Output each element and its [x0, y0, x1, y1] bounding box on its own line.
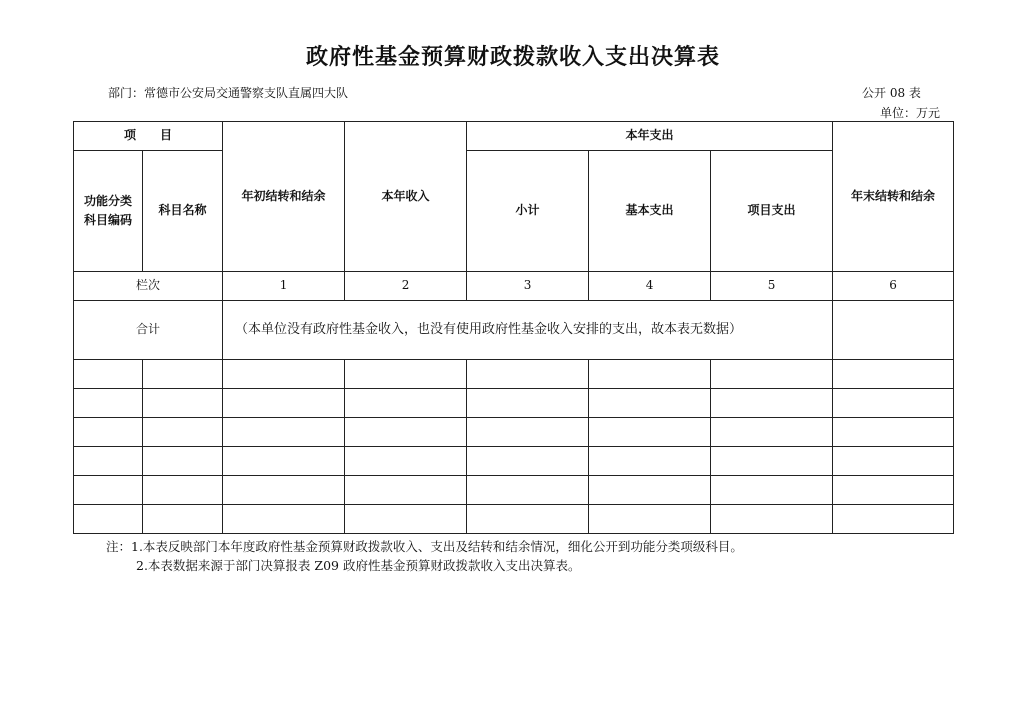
table-cell — [467, 360, 589, 389]
table-cell — [345, 418, 467, 447]
table-cell — [711, 505, 833, 534]
table-cell — [223, 360, 345, 389]
table-cell — [143, 418, 223, 447]
table-cell — [143, 447, 223, 476]
column-number: 4 — [589, 272, 711, 301]
total-label: 合计 — [74, 301, 223, 360]
table-cell — [74, 505, 143, 534]
header-func-code: 功能分类科目编码 — [74, 151, 143, 272]
table-cell — [74, 476, 143, 505]
table-cell — [833, 447, 954, 476]
table-cell — [711, 476, 833, 505]
table-cell — [467, 505, 589, 534]
table-cell — [74, 389, 143, 418]
table-row — [74, 360, 954, 389]
column-number-row — [74, 272, 954, 301]
table-cell — [711, 447, 833, 476]
total-row — [74, 301, 954, 360]
budget-table — [73, 121, 954, 534]
table-code: 公开 08 表 — [862, 86, 921, 100]
column-number: 5 — [711, 272, 833, 301]
header-year-income: 本年收入 — [345, 122, 467, 272]
table-cell — [74, 418, 143, 447]
table-cell — [223, 418, 345, 447]
table-cell — [833, 476, 954, 505]
header-year-expense: 本年支出 — [467, 122, 833, 151]
table-cell — [143, 389, 223, 418]
table-row — [74, 418, 954, 447]
table-cell — [589, 418, 711, 447]
header-project-expense: 项目支出 — [711, 151, 833, 272]
header-subject-name: 科目名称 — [143, 151, 223, 272]
footnote-2: 2.本表数据来源于部门决算报表 Z09 政府性基金预算财政拨款收入支出决算表。 — [136, 558, 581, 573]
table-cell — [833, 505, 954, 534]
table-cell — [345, 505, 467, 534]
table-row — [74, 505, 954, 534]
table-cell — [223, 389, 345, 418]
table-cell — [833, 389, 954, 418]
table-cell — [589, 360, 711, 389]
table-cell — [345, 360, 467, 389]
table-cell — [833, 418, 954, 447]
table-cell — [589, 389, 711, 418]
table-cell — [143, 505, 223, 534]
table-cell — [711, 418, 833, 447]
column-number: 6 — [833, 272, 954, 301]
column-number: 1 — [223, 272, 345, 301]
table-cell — [143, 360, 223, 389]
table-cell — [143, 476, 223, 505]
header-item: 项 目 — [74, 122, 223, 151]
table-cell — [345, 447, 467, 476]
column-number: 3 — [467, 272, 589, 301]
table-cell — [589, 447, 711, 476]
table-row — [74, 447, 954, 476]
table-row — [74, 389, 954, 418]
table-cell — [74, 360, 143, 389]
table-cell — [467, 418, 589, 447]
header-end-balance: 年末结转和结余 — [833, 122, 954, 272]
table-cell — [589, 505, 711, 534]
table-cell — [467, 447, 589, 476]
header-basic-expense: 基本支出 — [589, 151, 711, 272]
table-cell — [467, 476, 589, 505]
table-cell — [467, 389, 589, 418]
column-number: 2 — [345, 272, 467, 301]
column-number-label: 栏次 — [74, 272, 223, 301]
table-cell — [711, 389, 833, 418]
table-cell — [589, 476, 711, 505]
no-data-note: （本单位没有政府性基金收入，也没有使用政府性基金收入安排的支出，故本表无数据） — [223, 301, 833, 360]
table-cell — [345, 389, 467, 418]
table-cell — [345, 476, 467, 505]
table-cell — [74, 447, 143, 476]
table-cell — [223, 447, 345, 476]
department-label: 部门：常德市公安局交通警察支队直属四大队 — [108, 86, 349, 100]
table-cell — [711, 360, 833, 389]
footnotes — [106, 537, 743, 575]
page-title: 政府性基金预算财政拨款收入支出决算表 — [305, 44, 720, 70]
table-cell — [223, 505, 345, 534]
header-subtotal: 小计 — [467, 151, 589, 272]
header-begin-balance: 年初结转和结余 — [223, 122, 345, 272]
table-cell — [223, 476, 345, 505]
unit-label: 单位：万元 — [880, 106, 941, 120]
table-cell — [833, 360, 954, 389]
footnote-1: 注：1.本表反映部门本年度政府性基金预算财政拨款收入、支出及结转和结余情况，细化公开到功能分类项级科目。 — [106, 539, 743, 554]
table-cell — [833, 301, 954, 360]
table-row — [74, 476, 954, 505]
